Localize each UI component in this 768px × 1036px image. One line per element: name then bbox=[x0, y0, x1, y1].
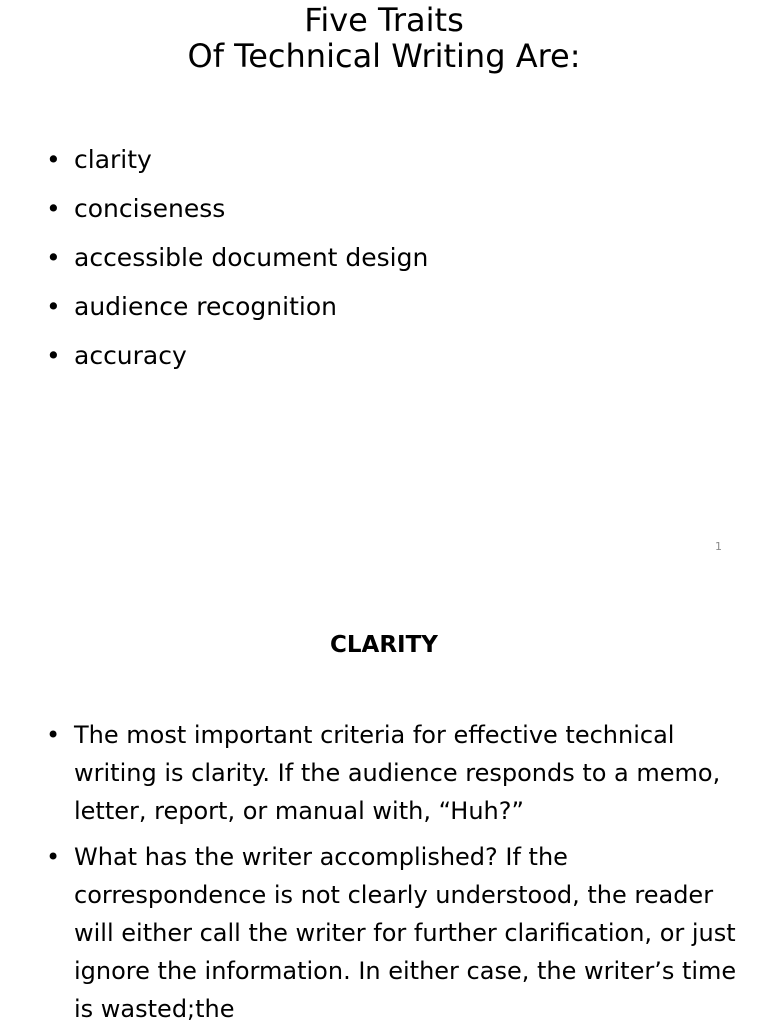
slide-number: 1 bbox=[715, 540, 722, 553]
slide-title-line-1: Five Traits bbox=[304, 1, 464, 39]
list-item: • The most important criteria for effective technical writing is clarity. If the audience responds to a memo, letter, report, or manual with, “Huh?” bbox=[44, 716, 744, 830]
slide-2 bbox=[0, 576, 768, 1024]
slide-title bbox=[0, 2, 768, 74]
list-item-conciseness: • conciseness bbox=[44, 190, 734, 227]
list-item-audience-recognition: • audience recognition bbox=[44, 288, 734, 325]
slide-title: CLARITY bbox=[330, 632, 438, 658]
slide-title-line-2: Of Technical Writing Are: bbox=[187, 37, 581, 75]
trait-list bbox=[44, 141, 734, 386]
clarity-bullet-list bbox=[44, 716, 744, 1036]
list-item: • What has the writer accomplished? If the correspondence is not clearly understood, the reader will either call the writer for further clarification, or just ignore the information. In either case, the writer’s time is wasted;the bbox=[44, 838, 744, 1028]
list-item-clarity: • clarity bbox=[44, 141, 734, 178]
list-item-accessible-document-design: • accessible document design bbox=[44, 239, 734, 276]
list-item-accuracy: • accuracy bbox=[44, 337, 734, 374]
